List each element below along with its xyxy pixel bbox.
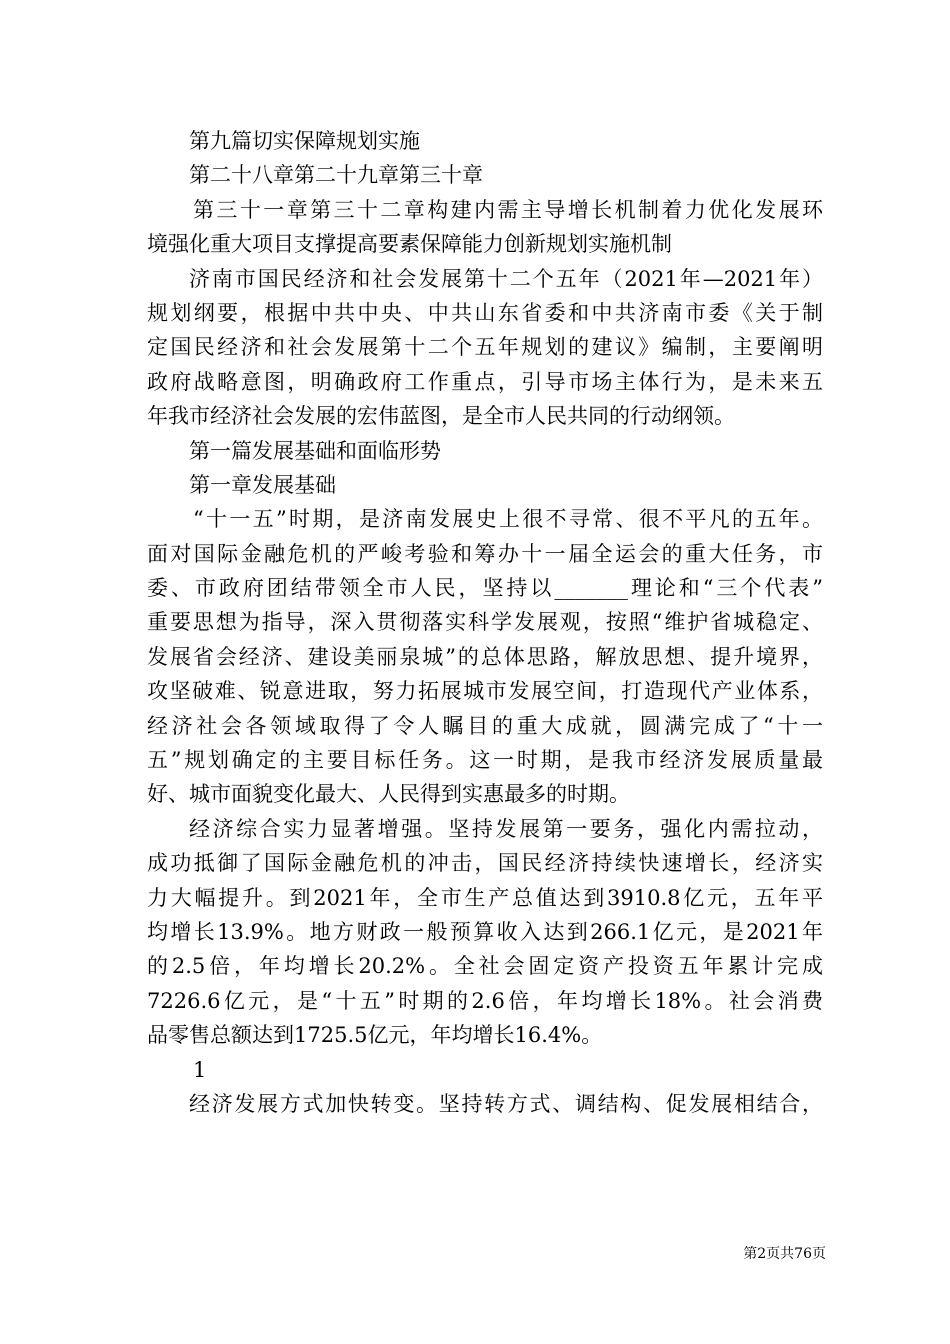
text-line: 的2.5倍，年均增长20.2%。全社会固定资产投资五年累计完成 bbox=[147, 954, 823, 979]
text-line: 经济综合实力显著增强。坚持发展第一要务，强化内需拉动， bbox=[189, 816, 823, 841]
text-line: 委、市政府团结带领全市人民，坚持以_______理论和“三个代表” bbox=[147, 576, 823, 601]
text-line: 济南市国民经济和社会发展第十二个五年（2021年—2021年） bbox=[189, 266, 823, 291]
text-line: 定国民经济和社会发展第十二个五年规划的建议》编制，主要阐明 bbox=[147, 335, 823, 360]
text-line: 境强化重大项目支撑提高要素保障能力创新规划实施机制 bbox=[147, 232, 672, 257]
text-line: 年我市经济社会发展的宏伟蓝图，是全市人民共同的行动纲领。 bbox=[147, 404, 735, 429]
text-line: 第二十八章第二十九章第三十章 bbox=[189, 163, 483, 188]
text-line: 政府战略意图，明确政府工作重点，引导市场主体行为，是未来五 bbox=[147, 369, 823, 394]
text-line: 经济社会各领域取得了令人瞩目的重大成就，圆满完成了“十一 bbox=[147, 713, 823, 738]
text-line: 规划纲要，根据中共中央、中共山东省委和中共济南市委《关于制 bbox=[147, 300, 823, 325]
text-line: 面对国际金融危机的严峻考验和筹办十一届全运会的重大任务，市 bbox=[147, 541, 823, 566]
text-line: 好、城市面貌变化最大、人民得到实惠最多的时期。 bbox=[147, 782, 630, 807]
text-line: 均增长13.9%。地方财政一般预算收入达到266.1亿元，是2021年 bbox=[147, 919, 823, 944]
text-line: 五”规划确定的主要目标任务。这一时期，是我市经济发展质量最 bbox=[147, 748, 823, 773]
text-line: 经济发展方式加快转变。坚持转方式、调结构、促发展相结合， bbox=[189, 1091, 823, 1116]
text-line: “十一五”时期，是济南发展史上很不寻常、很不平凡的五年。 bbox=[193, 507, 823, 532]
text-line: 攻坚破难、锐意进取，努力拓展城市发展空间，打造现代产业体系， bbox=[147, 679, 823, 704]
document-body bbox=[147, 124, 823, 1121]
text-line: 品零售总额达到1725.5亿元，年均增长16.4%。 bbox=[147, 1023, 603, 1048]
text-line: 重要思想为指导，深入贯彻落实科学发展观，按照“维护省城稳定、 bbox=[147, 610, 823, 635]
text-line: 第三十一章第三十二章构建内需主导增长机制着力优化发展环 bbox=[193, 197, 823, 222]
text-line: 第一篇发展基础和面临形势 bbox=[189, 438, 441, 463]
page-footer: 第2页共76页 bbox=[743, 1246, 826, 1262]
page-marker: 1 bbox=[193, 1057, 207, 1082]
text-line: 第一章发展基础 bbox=[189, 472, 336, 497]
text-line: 第九篇切实保障规划实施 bbox=[189, 129, 420, 153]
text-line: 力大幅提升。到2021年，全市生产总值达到3910.8亿元，五年平 bbox=[147, 885, 823, 910]
text-line: 成功抵御了国际金融危机的冲击，国民经济持续快速增长，经济实 bbox=[147, 851, 823, 876]
text-line: 7226.6亿元，是“十五”时期的2.6倍，年均增长18%。社会消费 bbox=[147, 988, 823, 1013]
text-line: 发展省会经济、建设美丽泉城”的总体思路，解放思想、提升境界， bbox=[147, 644, 823, 669]
